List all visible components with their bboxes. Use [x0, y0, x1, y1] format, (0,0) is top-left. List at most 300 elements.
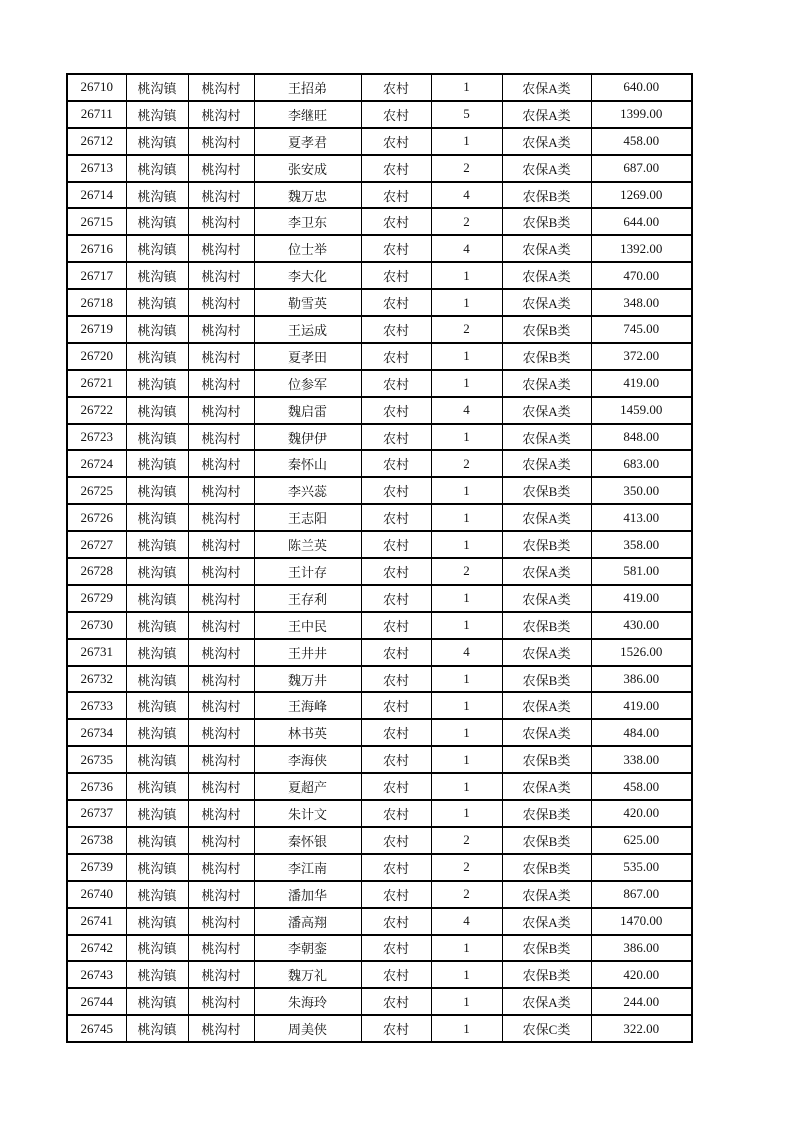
cell-amount: 535.00: [591, 854, 692, 881]
table-row: [67, 908, 692, 935]
cell-record-id: 26741: [67, 908, 126, 935]
cell-town: 桃沟镇: [126, 316, 188, 343]
cell-town: 桃沟镇: [126, 450, 188, 477]
cell-amount: 372.00: [591, 343, 692, 370]
cell-village: 桃沟村: [188, 692, 254, 719]
cell-insurance-category: 农保B类: [502, 531, 591, 558]
cell-person-count: 4: [431, 397, 502, 424]
cell-person-count: 4: [431, 235, 502, 262]
cell-person-name: 潘加华: [254, 881, 361, 908]
cell-residence-type: 农村: [361, 343, 431, 370]
cell-town: 桃沟镇: [126, 289, 188, 316]
cell-residence-type: 农村: [361, 101, 431, 128]
cell-village: 桃沟村: [188, 424, 254, 451]
cell-insurance-category: 农保B类: [502, 316, 591, 343]
cell-residence-type: 农村: [361, 558, 431, 585]
cell-person-count: 2: [431, 827, 502, 854]
cell-person-name: 王运成: [254, 316, 361, 343]
cell-amount: 1470.00: [591, 908, 692, 935]
cell-person-count: 1: [431, 343, 502, 370]
cell-record-id: 26733: [67, 692, 126, 719]
cell-village: 桃沟村: [188, 531, 254, 558]
table-row: [67, 800, 692, 827]
cell-person-count: 1: [431, 289, 502, 316]
cell-record-id: 26745: [67, 1015, 126, 1042]
cell-insurance-category: 农保A类: [502, 262, 591, 289]
cell-residence-type: 农村: [361, 316, 431, 343]
cell-town: 桃沟镇: [126, 343, 188, 370]
table-row: [67, 477, 692, 504]
cell-residence-type: 农村: [361, 450, 431, 477]
cell-residence-type: 农村: [361, 988, 431, 1015]
cell-residence-type: 农村: [361, 477, 431, 504]
table-row: [67, 504, 692, 531]
cell-amount: 484.00: [591, 719, 692, 746]
cell-town: 桃沟镇: [126, 639, 188, 666]
cell-residence-type: 农村: [361, 692, 431, 719]
cell-record-id: 26725: [67, 477, 126, 504]
cell-insurance-category: 农保A类: [502, 450, 591, 477]
benefits-roster-table: [66, 73, 693, 1043]
cell-village: 桃沟村: [188, 235, 254, 262]
cell-person-name: 夏孝君: [254, 128, 361, 155]
cell-insurance-category: 农保A类: [502, 558, 591, 585]
cell-residence-type: 农村: [361, 208, 431, 235]
cell-insurance-category: 农保A类: [502, 289, 591, 316]
cell-amount: 350.00: [591, 477, 692, 504]
cell-record-id: 26728: [67, 558, 126, 585]
cell-person-name: 张安成: [254, 155, 361, 182]
cell-record-id: 26715: [67, 208, 126, 235]
cell-residence-type: 农村: [361, 531, 431, 558]
cell-residence-type: 农村: [361, 612, 431, 639]
cell-record-id: 26727: [67, 531, 126, 558]
table-row: [67, 961, 692, 988]
cell-village: 桃沟村: [188, 477, 254, 504]
cell-town: 桃沟镇: [126, 827, 188, 854]
cell-person-count: 1: [431, 504, 502, 531]
cell-residence-type: 农村: [361, 746, 431, 773]
cell-town: 桃沟镇: [126, 585, 188, 612]
cell-record-id: 26713: [67, 155, 126, 182]
cell-town: 桃沟镇: [126, 182, 188, 209]
cell-person-name: 王计存: [254, 558, 361, 585]
cell-town: 桃沟镇: [126, 854, 188, 881]
cell-person-name: 李继旺: [254, 101, 361, 128]
cell-village: 桃沟村: [188, 612, 254, 639]
table-row: [67, 612, 692, 639]
cell-village: 桃沟村: [188, 74, 254, 101]
cell-amount: 625.00: [591, 827, 692, 854]
cell-person-count: 1: [431, 370, 502, 397]
cell-residence-type: 农村: [361, 854, 431, 881]
cell-town: 桃沟镇: [126, 531, 188, 558]
cell-residence-type: 农村: [361, 1015, 431, 1042]
cell-insurance-category: 农保C类: [502, 1015, 591, 1042]
table-row: [67, 1015, 692, 1042]
cell-village: 桃沟村: [188, 370, 254, 397]
cell-person-count: 1: [431, 746, 502, 773]
cell-insurance-category: 农保A类: [502, 101, 591, 128]
cell-village: 桃沟村: [188, 961, 254, 988]
cell-person-name: 魏万忠: [254, 182, 361, 209]
cell-residence-type: 农村: [361, 585, 431, 612]
cell-record-id: 26716: [67, 235, 126, 262]
cell-town: 桃沟镇: [126, 800, 188, 827]
cell-town: 桃沟镇: [126, 477, 188, 504]
cell-record-id: 26744: [67, 988, 126, 1015]
table-row: [67, 289, 692, 316]
cell-town: 桃沟镇: [126, 935, 188, 962]
table-row: [67, 639, 692, 666]
table-row: [67, 746, 692, 773]
cell-person-name: 王招弟: [254, 74, 361, 101]
table-row: [67, 155, 692, 182]
cell-record-id: 26734: [67, 719, 126, 746]
table-row: [67, 128, 692, 155]
cell-amount: 867.00: [591, 881, 692, 908]
cell-insurance-category: 农保B类: [502, 208, 591, 235]
cell-amount: 322.00: [591, 1015, 692, 1042]
cell-person-count: 1: [431, 74, 502, 101]
cell-residence-type: 农村: [361, 639, 431, 666]
cell-person-count: 1: [431, 719, 502, 746]
table-row: [67, 773, 692, 800]
table-row: [67, 235, 692, 262]
cell-amount: 848.00: [591, 424, 692, 451]
cell-amount: 683.00: [591, 450, 692, 477]
cell-insurance-category: 农保B类: [502, 182, 591, 209]
cell-village: 桃沟村: [188, 262, 254, 289]
table-row: [67, 343, 692, 370]
cell-village: 桃沟村: [188, 719, 254, 746]
cell-amount: 348.00: [591, 289, 692, 316]
cell-person-count: 1: [431, 773, 502, 800]
cell-record-id: 26743: [67, 961, 126, 988]
table-row: [67, 531, 692, 558]
cell-person-name: 勒雪英: [254, 289, 361, 316]
cell-person-count: 1: [431, 988, 502, 1015]
cell-person-count: 1: [431, 612, 502, 639]
table-row: [67, 397, 692, 424]
cell-person-name: 夏超产: [254, 773, 361, 800]
table-row: [67, 450, 692, 477]
cell-record-id: 26736: [67, 773, 126, 800]
cell-insurance-category: 农保B类: [502, 666, 591, 693]
cell-person-name: 朱海玲: [254, 988, 361, 1015]
cell-person-count: 2: [431, 155, 502, 182]
cell-person-name: 王井井: [254, 639, 361, 666]
cell-village: 桃沟村: [188, 908, 254, 935]
cell-person-name: 陈兰英: [254, 531, 361, 558]
cell-amount: 687.00: [591, 155, 692, 182]
cell-person-name: 潘高翔: [254, 908, 361, 935]
cell-record-id: 26711: [67, 101, 126, 128]
cell-insurance-category: 农保B类: [502, 961, 591, 988]
cell-person-name: 李江南: [254, 854, 361, 881]
cell-town: 桃沟镇: [126, 101, 188, 128]
cell-person-name: 李兴蕊: [254, 477, 361, 504]
table-row: [67, 692, 692, 719]
table-body: [67, 74, 692, 1042]
cell-person-name: 位士举: [254, 235, 361, 262]
cell-person-name: 李卫东: [254, 208, 361, 235]
table-row: [67, 585, 692, 612]
cell-residence-type: 农村: [361, 961, 431, 988]
cell-amount: 581.00: [591, 558, 692, 585]
cell-person-name: 李大化: [254, 262, 361, 289]
cell-person-name: 魏万井: [254, 666, 361, 693]
cell-person-name: 秦怀山: [254, 450, 361, 477]
cell-insurance-category: 农保B类: [502, 854, 591, 881]
cell-amount: 745.00: [591, 316, 692, 343]
cell-insurance-category: 农保A类: [502, 155, 591, 182]
cell-person-count: 1: [431, 935, 502, 962]
cell-insurance-category: 农保B类: [502, 800, 591, 827]
cell-amount: 458.00: [591, 128, 692, 155]
cell-town: 桃沟镇: [126, 961, 188, 988]
cell-village: 桃沟村: [188, 155, 254, 182]
cell-person-count: 4: [431, 908, 502, 935]
cell-amount: 358.00: [591, 531, 692, 558]
table-row: [67, 182, 692, 209]
cell-town: 桃沟镇: [126, 881, 188, 908]
cell-amount: 386.00: [591, 935, 692, 962]
cell-person-count: 1: [431, 531, 502, 558]
cell-person-name: 王存利: [254, 585, 361, 612]
cell-town: 桃沟镇: [126, 235, 188, 262]
cell-insurance-category: 农保A类: [502, 397, 591, 424]
cell-insurance-category: 农保A类: [502, 719, 591, 746]
table-row: [67, 854, 692, 881]
cell-village: 桃沟村: [188, 343, 254, 370]
cell-town: 桃沟镇: [126, 908, 188, 935]
cell-person-name: 魏万礼: [254, 961, 361, 988]
table-row: [67, 558, 692, 585]
cell-amount: 420.00: [591, 800, 692, 827]
cell-insurance-category: 农保A类: [502, 881, 591, 908]
cell-residence-type: 农村: [361, 908, 431, 935]
cell-village: 桃沟村: [188, 827, 254, 854]
cell-residence-type: 农村: [361, 666, 431, 693]
cell-residence-type: 农村: [361, 881, 431, 908]
cell-town: 桃沟镇: [126, 612, 188, 639]
cell-amount: 1269.00: [591, 182, 692, 209]
cell-residence-type: 农村: [361, 289, 431, 316]
table-row: [67, 316, 692, 343]
cell-insurance-category: 农保B类: [502, 746, 591, 773]
cell-town: 桃沟镇: [126, 262, 188, 289]
cell-person-count: 1: [431, 128, 502, 155]
cell-person-count: 2: [431, 450, 502, 477]
cell-insurance-category: 农保A类: [502, 74, 591, 101]
cell-insurance-category: 农保A类: [502, 504, 591, 531]
table-row: [67, 827, 692, 854]
cell-village: 桃沟村: [188, 208, 254, 235]
cell-record-id: 26721: [67, 370, 126, 397]
cell-town: 桃沟镇: [126, 666, 188, 693]
cell-amount: 1399.00: [591, 101, 692, 128]
cell-residence-type: 农村: [361, 397, 431, 424]
cell-person-name: 位参军: [254, 370, 361, 397]
table-row: [67, 881, 692, 908]
cell-amount: 644.00: [591, 208, 692, 235]
cell-person-count: 2: [431, 558, 502, 585]
cell-insurance-category: 农保A类: [502, 585, 591, 612]
cell-person-name: 王志阳: [254, 504, 361, 531]
cell-person-count: 1: [431, 585, 502, 612]
cell-town: 桃沟镇: [126, 746, 188, 773]
cell-person-name: 李海侠: [254, 746, 361, 773]
cell-record-id: 26712: [67, 128, 126, 155]
cell-residence-type: 农村: [361, 235, 431, 262]
cell-insurance-category: 农保A类: [502, 639, 591, 666]
cell-village: 桃沟村: [188, 746, 254, 773]
cell-person-count: 2: [431, 854, 502, 881]
cell-person-name: 魏伊伊: [254, 424, 361, 451]
cell-amount: 413.00: [591, 504, 692, 531]
cell-town: 桃沟镇: [126, 773, 188, 800]
cell-village: 桃沟村: [188, 101, 254, 128]
cell-record-id: 26731: [67, 639, 126, 666]
cell-person-count: 1: [431, 692, 502, 719]
cell-residence-type: 农村: [361, 74, 431, 101]
cell-village: 桃沟村: [188, 800, 254, 827]
cell-person-count: 4: [431, 639, 502, 666]
cell-record-id: 26732: [67, 666, 126, 693]
cell-person-name: 王中民: [254, 612, 361, 639]
cell-town: 桃沟镇: [126, 988, 188, 1015]
cell-insurance-category: 农保A类: [502, 424, 591, 451]
cell-village: 桃沟村: [188, 450, 254, 477]
cell-insurance-category: 农保B类: [502, 477, 591, 504]
cell-record-id: 26735: [67, 746, 126, 773]
cell-person-count: 1: [431, 666, 502, 693]
cell-amount: 244.00: [591, 988, 692, 1015]
cell-town: 桃沟镇: [126, 719, 188, 746]
cell-residence-type: 农村: [361, 773, 431, 800]
cell-village: 桃沟村: [188, 316, 254, 343]
cell-village: 桃沟村: [188, 128, 254, 155]
cell-town: 桃沟镇: [126, 74, 188, 101]
cell-village: 桃沟村: [188, 182, 254, 209]
cell-amount: 419.00: [591, 370, 692, 397]
cell-record-id: 26737: [67, 800, 126, 827]
cell-town: 桃沟镇: [126, 370, 188, 397]
cell-person-name: 魏启雷: [254, 397, 361, 424]
table-row: [67, 208, 692, 235]
cell-town: 桃沟镇: [126, 397, 188, 424]
cell-town: 桃沟镇: [126, 424, 188, 451]
cell-residence-type: 农村: [361, 262, 431, 289]
cell-town: 桃沟镇: [126, 155, 188, 182]
cell-residence-type: 农村: [361, 935, 431, 962]
cell-record-id: 26722: [67, 397, 126, 424]
cell-record-id: 26719: [67, 316, 126, 343]
cell-village: 桃沟村: [188, 854, 254, 881]
cell-insurance-category: 农保B类: [502, 827, 591, 854]
cell-residence-type: 农村: [361, 424, 431, 451]
cell-amount: 430.00: [591, 612, 692, 639]
cell-insurance-category: 农保A类: [502, 128, 591, 155]
cell-town: 桃沟镇: [126, 1015, 188, 1042]
cell-insurance-category: 农保B类: [502, 612, 591, 639]
cell-residence-type: 农村: [361, 719, 431, 746]
cell-town: 桃沟镇: [126, 208, 188, 235]
cell-person-count: 1: [431, 424, 502, 451]
cell-record-id: 26730: [67, 612, 126, 639]
cell-village: 桃沟村: [188, 397, 254, 424]
cell-village: 桃沟村: [188, 666, 254, 693]
cell-record-id: 26723: [67, 424, 126, 451]
cell-amount: 470.00: [591, 262, 692, 289]
cell-village: 桃沟村: [188, 881, 254, 908]
cell-insurance-category: 农保A类: [502, 908, 591, 935]
table-row: [67, 719, 692, 746]
table-row: [67, 988, 692, 1015]
cell-residence-type: 农村: [361, 504, 431, 531]
cell-amount: 386.00: [591, 666, 692, 693]
cell-town: 桃沟镇: [126, 128, 188, 155]
cell-village: 桃沟村: [188, 935, 254, 962]
cell-village: 桃沟村: [188, 988, 254, 1015]
cell-record-id: 26717: [67, 262, 126, 289]
table-row: [67, 666, 692, 693]
cell-person-name: 王海峰: [254, 692, 361, 719]
cell-person-count: 2: [431, 881, 502, 908]
cell-amount: 640.00: [591, 74, 692, 101]
cell-village: 桃沟村: [188, 1015, 254, 1042]
cell-person-name: 朱计文: [254, 800, 361, 827]
cell-record-id: 26740: [67, 881, 126, 908]
cell-insurance-category: 农保A类: [502, 692, 591, 719]
cell-person-count: 2: [431, 316, 502, 343]
cell-record-id: 26714: [67, 182, 126, 209]
cell-person-count: 2: [431, 208, 502, 235]
cell-insurance-category: 农保A类: [502, 988, 591, 1015]
cell-village: 桃沟村: [188, 773, 254, 800]
cell-residence-type: 农村: [361, 182, 431, 209]
cell-person-count: 1: [431, 1015, 502, 1042]
cell-record-id: 26739: [67, 854, 126, 881]
cell-residence-type: 农村: [361, 370, 431, 397]
cell-person-name: 林书英: [254, 719, 361, 746]
cell-person-count: 1: [431, 262, 502, 289]
cell-person-count: 1: [431, 961, 502, 988]
cell-insurance-category: 农保A类: [502, 370, 591, 397]
cell-town: 桃沟镇: [126, 558, 188, 585]
cell-insurance-category: 农保B类: [502, 343, 591, 370]
cell-record-id: 26738: [67, 827, 126, 854]
cell-person-name: 夏孝田: [254, 343, 361, 370]
table-row: [67, 262, 692, 289]
cell-residence-type: 农村: [361, 155, 431, 182]
cell-amount: 1526.00: [591, 639, 692, 666]
cell-record-id: 26718: [67, 289, 126, 316]
cell-record-id: 26729: [67, 585, 126, 612]
cell-person-count: 1: [431, 477, 502, 504]
table-row: [67, 424, 692, 451]
cell-amount: 458.00: [591, 773, 692, 800]
cell-person-count: 4: [431, 182, 502, 209]
cell-person-count: 1: [431, 800, 502, 827]
cell-village: 桃沟村: [188, 504, 254, 531]
cell-village: 桃沟村: [188, 558, 254, 585]
cell-residence-type: 农村: [361, 128, 431, 155]
cell-town: 桃沟镇: [126, 692, 188, 719]
cell-amount: 419.00: [591, 585, 692, 612]
cell-record-id: 26724: [67, 450, 126, 477]
